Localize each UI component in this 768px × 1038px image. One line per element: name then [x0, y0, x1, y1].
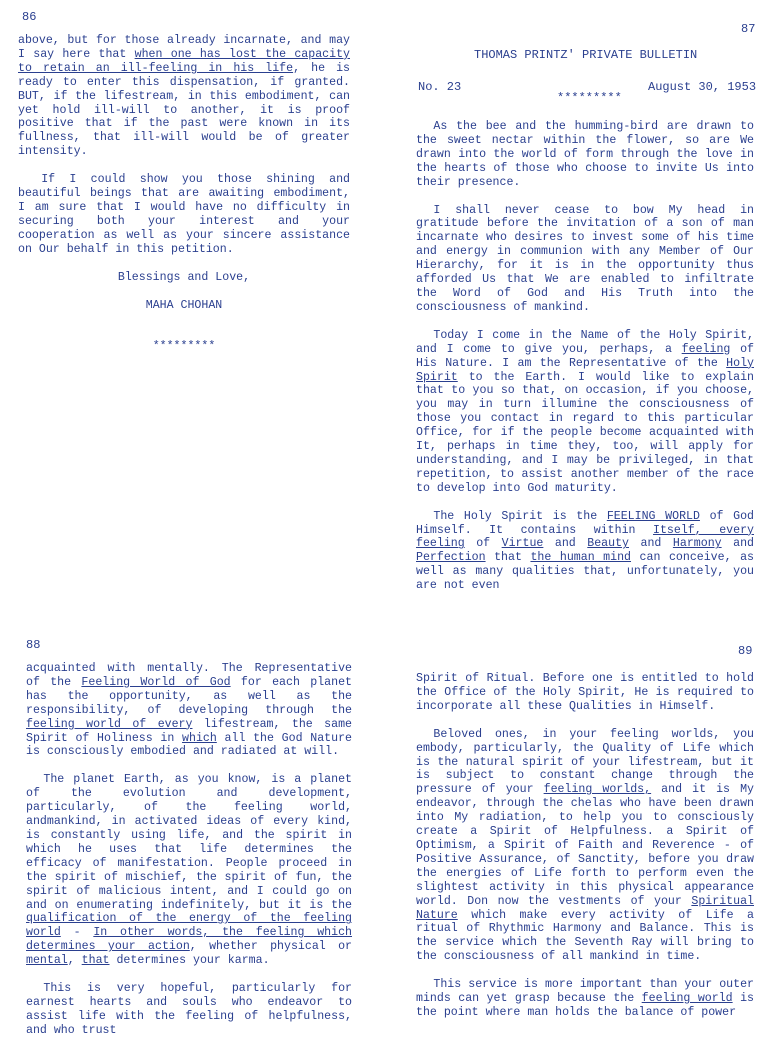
divider: ********* [557, 91, 622, 105]
paragraph: acquainted with mentally. The Representative of the Feeling World of God for each planet has the opportunity, as well as the responsibility, of developing through the feeling world of every lifestream, the same Spirit of Holiness in which all the God Nature is consciously embodied and radiated at will. [26, 662, 353, 759]
page-88 [26, 662, 352, 1038]
page-number-88: 88 [26, 638, 41, 652]
paragraph: This service is more important than your outer minds can yet grasp because the feeling world is the point where man holds the balance of power [416, 978, 755, 1019]
page-89 [416, 672, 754, 1020]
paragraph: The Holy Spirit is the FEELING WORLD of God Himself. It contains within Itself, every feeling of Virtue and Beauty and Harmony and Perfection that the human mind can conceive, as well as many qualities that, unfortunately, you are not even [416, 509, 754, 593]
paragraph: Today I come in the Name of the Holy Spirit, and I come to give you, perhaps, a feeling of His Nature. I am the Representative of the Holy Spirit to the Earth. I would like to explain that to you so that, on occasion, if you choose, you may in turn illumine the consciousness of those you contact in regard to this particular Office, for if the people become acquainted with It, perhaps in time they, too, will apply for understanding, and I may be privileged, in that repetition, to assist another member of the race to develop into God maturity. [416, 328, 754, 495]
bulletin-title: THOMAS PRINTZ' PRIVATE BULLETIN [474, 48, 698, 62]
paragraph: As the bee and the humming-bird are drawn to the sweet nectar within the flower, so are We drawn into the world of form through the love in the hearts of those who choose to invite Us into their presence. [416, 120, 754, 189]
page-87 [416, 120, 754, 593]
page-number-89: 89 [738, 644, 753, 658]
paragraph: This is very hopeful, particularly for earnest hearts and souls who endeavor to assist life with the feeling of helpfulness, and who trust [26, 982, 352, 1037]
issue-number: No. 23 [418, 80, 462, 94]
page-number-86: 86 [22, 10, 37, 24]
closing: Blessings and Love, [117, 270, 251, 284]
signature: MAHA CHOHAN [145, 298, 223, 312]
paragraph: I shall never cease to bow My head in gratitude before the invitation of a son of man incarnate who desires to invest some of his time and energy in communion with any Member of Our Hierarchy, for it is in the opportunity thus afforded Us that We are enabled to infiltrate the Word of God and His Truth into the consciousness of mankind. [416, 203, 754, 314]
paragraph: Beloved ones, in your feeling worlds, you embody, particularly, the Quality of Life which is the natural spirit of your lifestream, but it is subject to constant change through the pressure of your feeling worlds, and it is My endeavor, through the chelas who have been drawn into My radiation, to help you to consciously create a Spirit of Helpfulness. a Spirit of Optimism, a Spirit of Faith and Reverence - of Positive Assurance, of Sanctity, before you draw the energies of Life forth to perform even the slightest activity in this physical appearance world. Don now the vestments of your Spiritual Nature which make every activity of Life a ritual of Rhythmic Harmony and Balance. This is the service which the Seventh Ray will bring to the consciousness of all mankind in time. [416, 727, 755, 964]
paragraph: The planet Earth, as you know, is a planet of the evolution and development, particularly, of the feeling world, andmankind, in activated ideas of every kind, is constantly using life, and the spirit in which he uses that life determines the efficacy of manifestation. People proceed in the spirit of mischief, the spirit of fun, the spirit of malicious intent, and I could go on and on enumerating indefinitely, but it is the qualification of the energy of the feeling world - In other words, the feeling which determines your action, whether physical or mental, that determines your karma. [26, 773, 353, 968]
issue-date: August 30, 1953 [648, 80, 757, 94]
paragraph: above, but for those already incarnate, and may I say here that when one has lost the capacity to retain an ill-feeling in his life, he is ready to enter this dispensation, if granted. BUT, if the lifestream, in this embodiment, can yet hold ill-will to another, it is proof positive that if the past were known in its fullness, that ill-will would be of greater intensity. [18, 34, 351, 159]
paragraph: If I could show you those shining and beautiful beings that are awaiting embodiment, I am sure that I would have no difficulty in securing both your interest and your cooperation as well as your sincere assistance on Our behalf in this petition. [18, 173, 350, 256]
page-86 [18, 34, 350, 354]
page-number-87: 87 [741, 22, 756, 36]
paragraph: Spirit of Ritual. Before one is entitled to hold the Office of the Holy Spirit, He is required to incorporate all these Qualities in Himself. [416, 672, 754, 713]
divider: ********* [152, 340, 216, 354]
